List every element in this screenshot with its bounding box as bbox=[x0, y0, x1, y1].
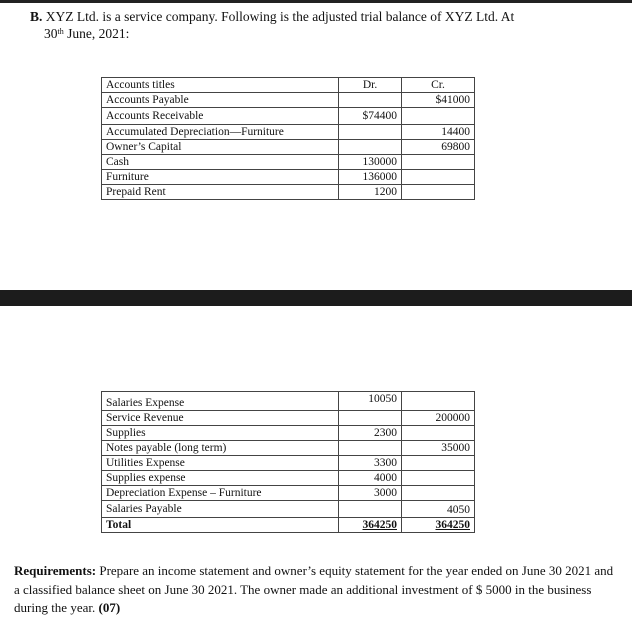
debit-value: 130000 bbox=[339, 155, 402, 170]
table-row bbox=[102, 501, 475, 518]
account-title: Depreciation Expense – Furniture bbox=[102, 486, 339, 501]
credit-value bbox=[402, 108, 475, 125]
debit-value bbox=[339, 140, 402, 155]
header-credit: Cr. bbox=[402, 78, 475, 93]
account-title: Prepaid Rent bbox=[102, 185, 339, 200]
table-row bbox=[102, 140, 475, 155]
account-title: Accounts Payable bbox=[102, 93, 339, 108]
total-row bbox=[102, 518, 475, 533]
account-title: Accumulated Depreciation—Furniture bbox=[102, 125, 339, 140]
debit-value: 1200 bbox=[339, 185, 402, 200]
account-title: Salaries Expense bbox=[102, 392, 339, 411]
table-row bbox=[102, 170, 475, 185]
table-row bbox=[102, 108, 475, 125]
account-title: Supplies bbox=[102, 426, 339, 441]
credit-value bbox=[402, 471, 475, 486]
credit-value bbox=[402, 392, 475, 411]
credit-value bbox=[402, 185, 475, 200]
top-border bbox=[0, 0, 632, 3]
credit-value: 4050 bbox=[402, 501, 475, 518]
question-text: XYZ Ltd. is a service company. Following is the adjusted trial balance of XYZ Ltd. At bbox=[45, 9, 515, 24]
credit-value: 200000 bbox=[402, 411, 475, 426]
debit-value bbox=[339, 93, 402, 108]
account-title: Cash bbox=[102, 155, 339, 170]
table-row bbox=[102, 426, 475, 441]
account-title: Accounts Receivable bbox=[102, 108, 339, 125]
credit-value bbox=[402, 170, 475, 185]
account-title: Notes payable (long term) bbox=[102, 441, 339, 456]
debit-value bbox=[339, 125, 402, 140]
table-row bbox=[102, 93, 475, 108]
table-row bbox=[102, 185, 475, 200]
table-row bbox=[102, 411, 475, 426]
debit-value: 136000 bbox=[339, 170, 402, 185]
debit-value: 3000 bbox=[339, 486, 402, 501]
requirements-label: Requirements: bbox=[14, 563, 97, 578]
page-divider bbox=[0, 290, 632, 306]
date-day: 30 bbox=[44, 26, 58, 41]
credit-value: 14400 bbox=[402, 125, 475, 140]
debit-value: 4000 bbox=[339, 471, 402, 486]
date-rest: June, 2021: bbox=[63, 26, 130, 41]
total-credit: 364250 bbox=[402, 518, 475, 533]
total-debit: 364250 bbox=[339, 518, 402, 533]
debit-value bbox=[339, 501, 402, 518]
total-label: Total bbox=[102, 518, 339, 533]
account-title: Salaries Payable bbox=[102, 501, 339, 518]
credit-value bbox=[402, 486, 475, 501]
table-row bbox=[102, 441, 475, 456]
trial-balance-table-part1 bbox=[101, 77, 475, 200]
account-title: Service Revenue bbox=[102, 411, 339, 426]
account-title: Owner’s Capital bbox=[102, 140, 339, 155]
credit-value: 69800 bbox=[402, 140, 475, 155]
header-debit: Dr. bbox=[339, 78, 402, 93]
table-row bbox=[102, 125, 475, 140]
table-header-row bbox=[102, 78, 475, 93]
credit-value: $41000 bbox=[402, 93, 475, 108]
debit-value: 10050 bbox=[339, 392, 402, 411]
debit-value: 3300 bbox=[339, 456, 402, 471]
date-suffix: th bbox=[57, 27, 64, 36]
credit-value bbox=[402, 426, 475, 441]
trial-balance-table-part2 bbox=[101, 391, 475, 533]
debit-value: $74400 bbox=[339, 108, 402, 125]
credit-value: 35000 bbox=[402, 441, 475, 456]
account-title: Supplies expense bbox=[102, 471, 339, 486]
credit-value bbox=[402, 456, 475, 471]
account-title: Furniture bbox=[102, 170, 339, 185]
debit-value bbox=[339, 411, 402, 426]
question-label: B. bbox=[30, 9, 43, 24]
table-row bbox=[102, 155, 475, 170]
credit-value bbox=[402, 155, 475, 170]
header-accounts-titles: Accounts titles bbox=[102, 78, 339, 93]
table-row bbox=[102, 486, 475, 501]
table-row bbox=[102, 456, 475, 471]
account-title: Utilities Expense bbox=[102, 456, 339, 471]
requirements-text: Prepare an income statement and owner’s equity statement for the year ended on June 30 2021 and a classified balance sheet on June 30 2021. The owner made an additional investment of $ 5000 in the business during the year. bbox=[14, 563, 614, 615]
table-row bbox=[102, 471, 475, 486]
table-row bbox=[102, 392, 475, 411]
debit-value: 2300 bbox=[339, 426, 402, 441]
debit-value bbox=[339, 441, 402, 456]
question-heading bbox=[30, 8, 610, 42]
requirements-marks: (07) bbox=[98, 600, 121, 615]
requirements-paragraph bbox=[14, 562, 614, 618]
